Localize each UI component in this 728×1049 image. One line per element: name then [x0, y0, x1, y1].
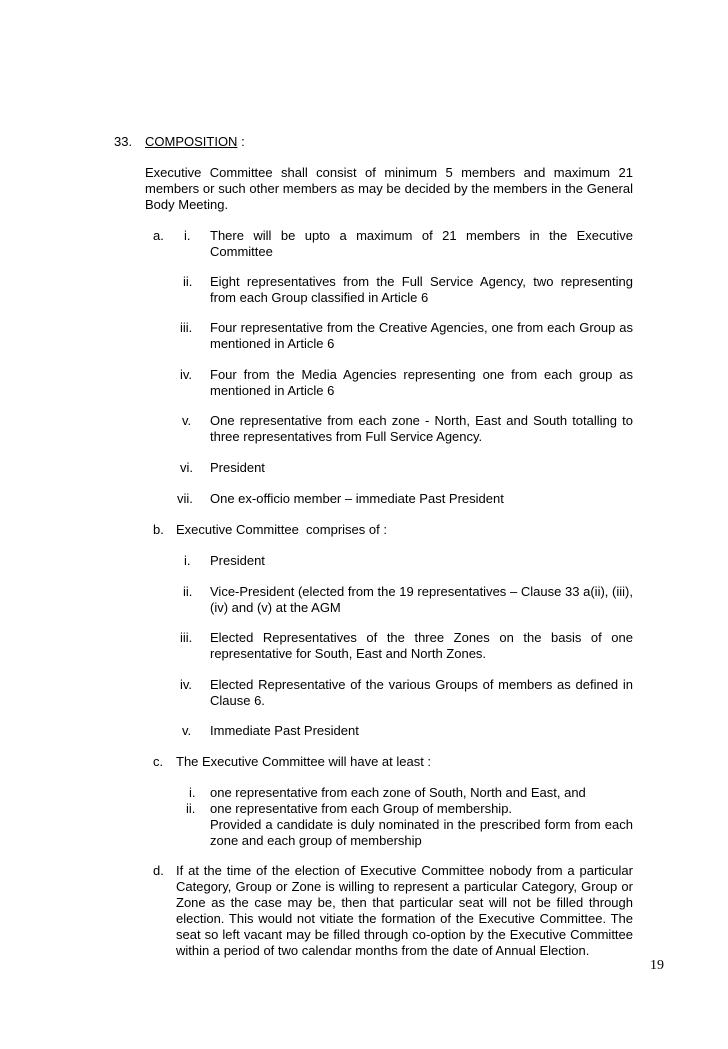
clause-a-item-text: Eight representatives from the Full Service Agency, two representing from each Group classified in Article 6	[210, 274, 633, 305]
clause-c-heading: The Executive Committee will have at least :	[176, 754, 432, 769]
clause-c-item-text: one representative from each zone of South, North and East, and	[210, 785, 586, 800]
clause-a-item-number: v.	[182, 413, 192, 428]
section-heading	[114, 134, 132, 150]
clause-b-item-number: iii.	[180, 630, 193, 645]
clause-b-item-text: Elected Representative of the various Groups of members as defined in Clause 6.	[210, 677, 633, 708]
clause-c-proviso: Provided a candidate is duly nominated in the prescribed form from each zone and each group of membership	[210, 817, 633, 848]
clause-a-item-text: Four from the Media Agencies representing one from each group as mentioned in Article 6	[210, 367, 633, 398]
clause-a-item-number: i.	[184, 228, 191, 243]
clause-a-item-text: One ex-officio member – immediate Past President	[210, 491, 504, 506]
section-title-colon: :	[241, 134, 245, 149]
clause-a-item-text: One representative from each zone - North, East and South totalling to three representatives from Full Service Agency.	[210, 413, 633, 444]
clause-c-letter: c.	[153, 754, 164, 769]
clause-b-item-text: Vice-President (elected from the 19 representatives – Clause 33 a(ii), (iii), (iv) and (v) at the AGM	[210, 584, 633, 615]
clause-a-item-number: iv.	[180, 367, 193, 382]
clause-a-item-text: There will be upto a maximum of 21 members in the Executive Committee	[210, 228, 633, 259]
clause-a-item-number: vii.	[177, 491, 193, 506]
clause-b-item-number: v.	[182, 723, 192, 738]
clause-a-item-text: Four representative from the Creative Agencies, one from each Group as mentioned in Article 6	[210, 320, 633, 351]
clause-b-letter: b.	[153, 522, 164, 537]
section-title: COMPOSITION	[145, 134, 238, 149]
clause-c-item-number: ii.	[186, 801, 196, 816]
clause-a-item-number: ii.	[183, 274, 193, 289]
clause-c-item-number: i.	[189, 785, 196, 800]
clause-b-item-number: ii.	[183, 584, 193, 599]
clause-a-item-text: President	[210, 460, 265, 475]
clause-b-item-text: President	[210, 553, 265, 568]
section-title-wrap	[145, 134, 245, 150]
clause-a-item-number: iii.	[180, 320, 193, 335]
clause-b-item-text: Elected Representatives of the three Zones on the basis of one representative for South, East and North Zones.	[210, 630, 633, 661]
clause-a-letter: a.	[153, 228, 164, 243]
section-number: 33.	[114, 134, 133, 149]
clause-a-item-number: vi.	[180, 460, 193, 475]
clause-b-item-text: Immediate Past President	[210, 723, 359, 738]
clause-c-item-text: one representative from each Group of membership.	[210, 801, 513, 816]
section-intro: Executive Committee shall consist of minimum 5 members and maximum 21 members or such other members as may be decided by the members in the General Body Meeting.	[145, 165, 633, 212]
clause-d-letter: d.	[153, 863, 164, 878]
clause-d-text: If at the time of the election of Executive Committee nobody from a particular Category, Group or Zone is willing to represent a particular Category, Group or Zone as the case may be, then that particular seat will not be filled through election. This would not vitiate the formation of the Executive Committee. The seat so left vacant may be filled through co-option by the Executive Committee within a period of two calendar months from the date of Annual Election.	[176, 863, 633, 958]
clause-b-item-number: iv.	[180, 677, 193, 692]
clause-b-heading: Executive Committee comprises of :	[176, 522, 387, 537]
page-number: 19	[650, 958, 664, 973]
clause-b-item-number: i.	[184, 553, 191, 568]
